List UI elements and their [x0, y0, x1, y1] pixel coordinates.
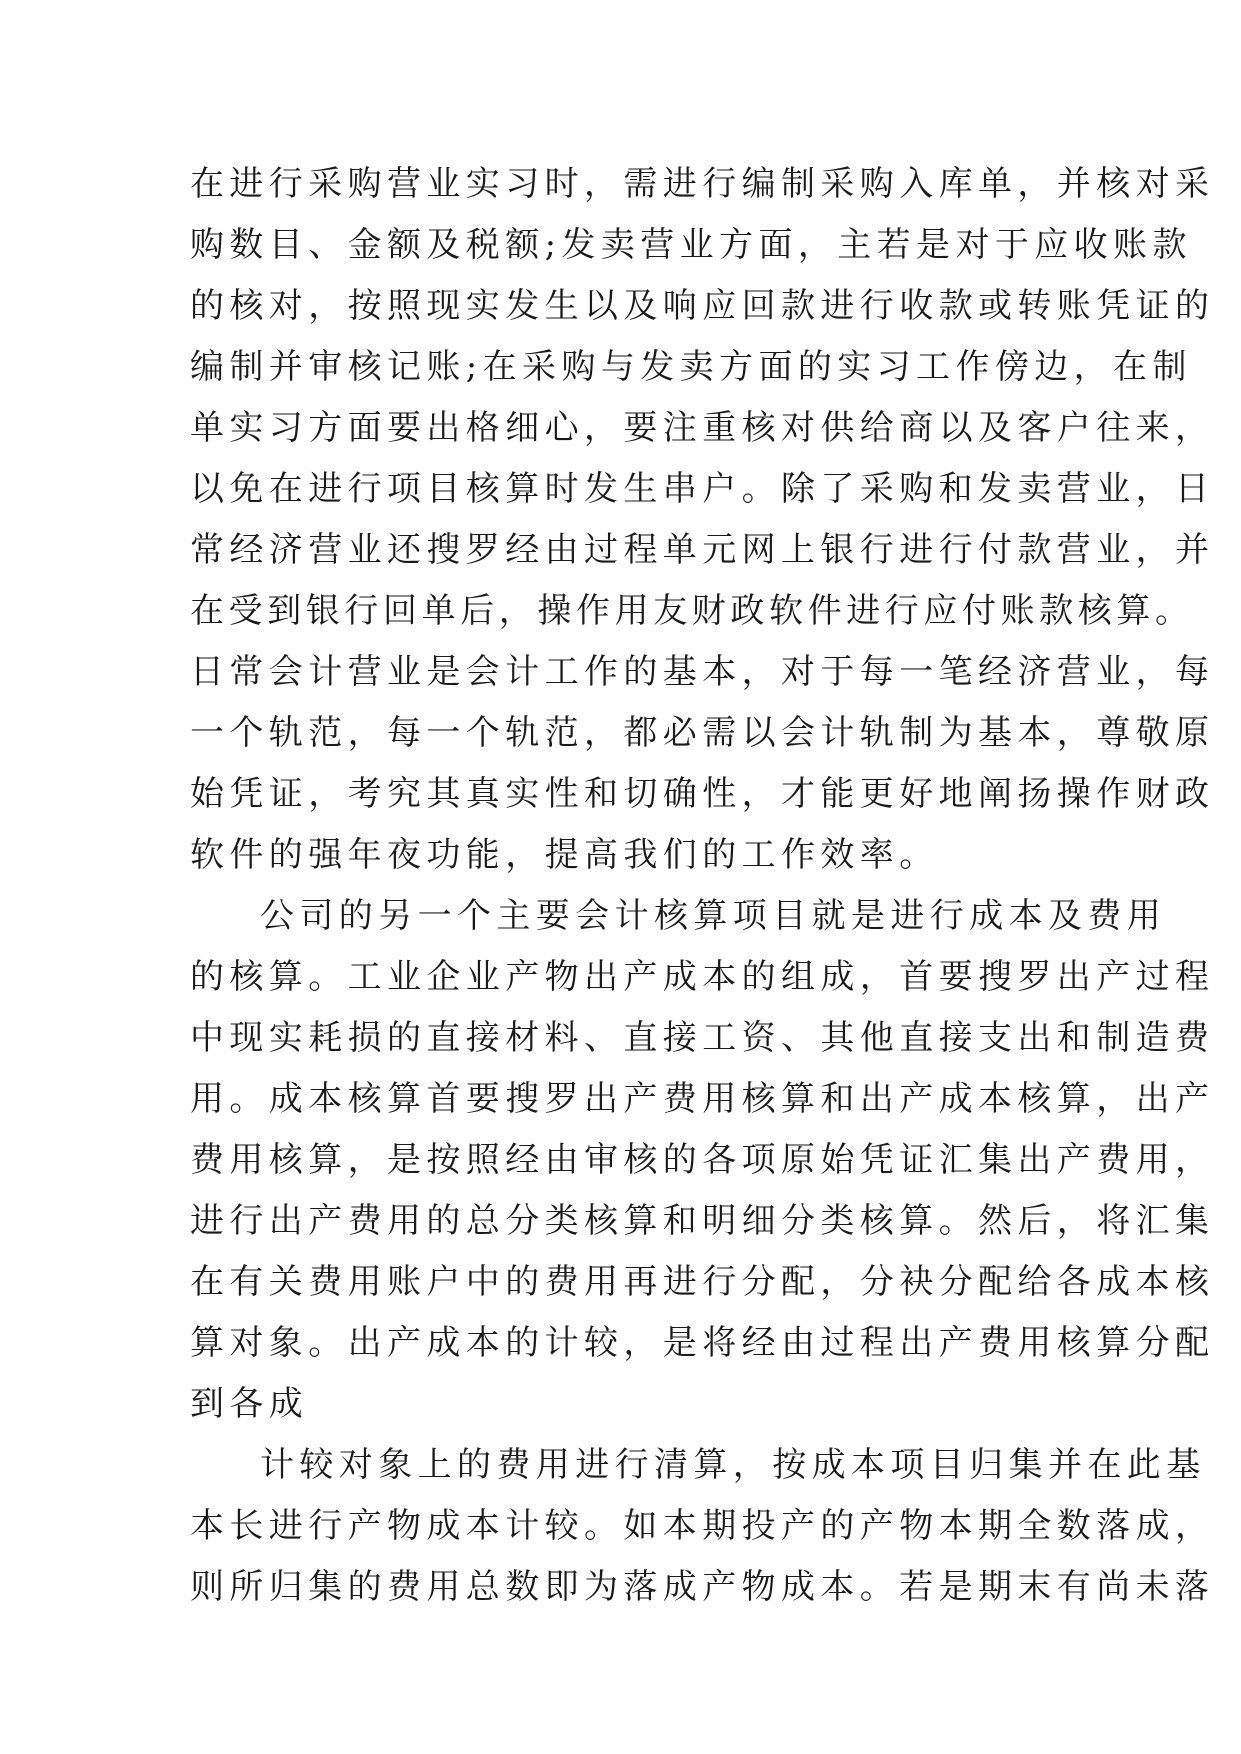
text-line: 算对象。出产成本的计较，是将经由过程出产费用核算分配 — [190, 1323, 1215, 1363]
text-line: 本长进行产物成本计较。如本期投产的产物本期全数落成， — [190, 1506, 1215, 1546]
text-line: 用。成本核算首要搜罗出产费用核算和出产成本核算，出产 — [190, 1079, 1215, 1119]
text-line: 中现实耗损的直接材料、直接工资、其他直接支出和制造费 — [190, 1018, 1215, 1058]
text-line: 日常会计营业是会计工作的基本，对于每一笔经济营业，每 — [190, 652, 1215, 692]
text-line: 在进行采购营业实习时，需进行编制采购入库单，并核对采 — [190, 164, 1215, 204]
text-line: 则所归集的费用总数即为落成产物成本。若是期末有尚未落 — [190, 1567, 1215, 1607]
text-line: 以免在进行项目核算时发生串户。除了采购和发卖营业，日 — [190, 469, 1215, 509]
paragraph-first-line: 计较对象上的费用进行清算，按成本项目归集并在此基 — [260, 1445, 1206, 1485]
text-line: 的核对，按照现实发生以及响应回款进行收款或转账凭证的 — [190, 286, 1215, 326]
text-line: 常经济营业还搜罗经由过程单元网上银行进行付款营业，并 — [190, 530, 1215, 570]
text-line: 到各成 — [190, 1384, 309, 1424]
body-text — [190, 154, 1215, 1618]
text-line: 单实习方面要出格细心，要注重核对供给商以及客户往来， — [190, 408, 1215, 448]
text-line: 软件的强年夜功能，提高我们的工作效率。 — [190, 835, 939, 875]
text-line: 购数目、金额及税额;发卖营业方面，主若是对于应收账款 — [190, 225, 1192, 265]
text-line: 的核算。工业企业产物出产成本的组成，首要搜罗出产过程 — [190, 957, 1215, 997]
text-line: 编制并审核记账;在采购与发卖方面的实习工作傍边，在制 — [190, 347, 1192, 387]
text-line: 在受到银行回单后，操作用友财政软件进行应付账款核算。 — [190, 591, 1194, 631]
text-line: 在有关费用账户中的费用再进行分配，分袂分配给各成本核 — [190, 1262, 1215, 1302]
text-line: 费用核算，是按照经由审核的各项原始凭证汇集出产费用， — [190, 1140, 1215, 1180]
paragraph-first-line: 公司的另一个主要会计核算项目就是进行成本及费用 — [260, 896, 1167, 936]
text-line: 始凭证，考究其真实性和切确性，才能更好地阐扬操作财政 — [190, 774, 1215, 814]
text-line: 进行出产费用的总分类核算和明细分类核算。然后，将汇集 — [190, 1201, 1215, 1241]
text-line: 一个轨范，每一个轨范，都必需以会计轨制为基本，尊敬原 — [190, 713, 1215, 753]
